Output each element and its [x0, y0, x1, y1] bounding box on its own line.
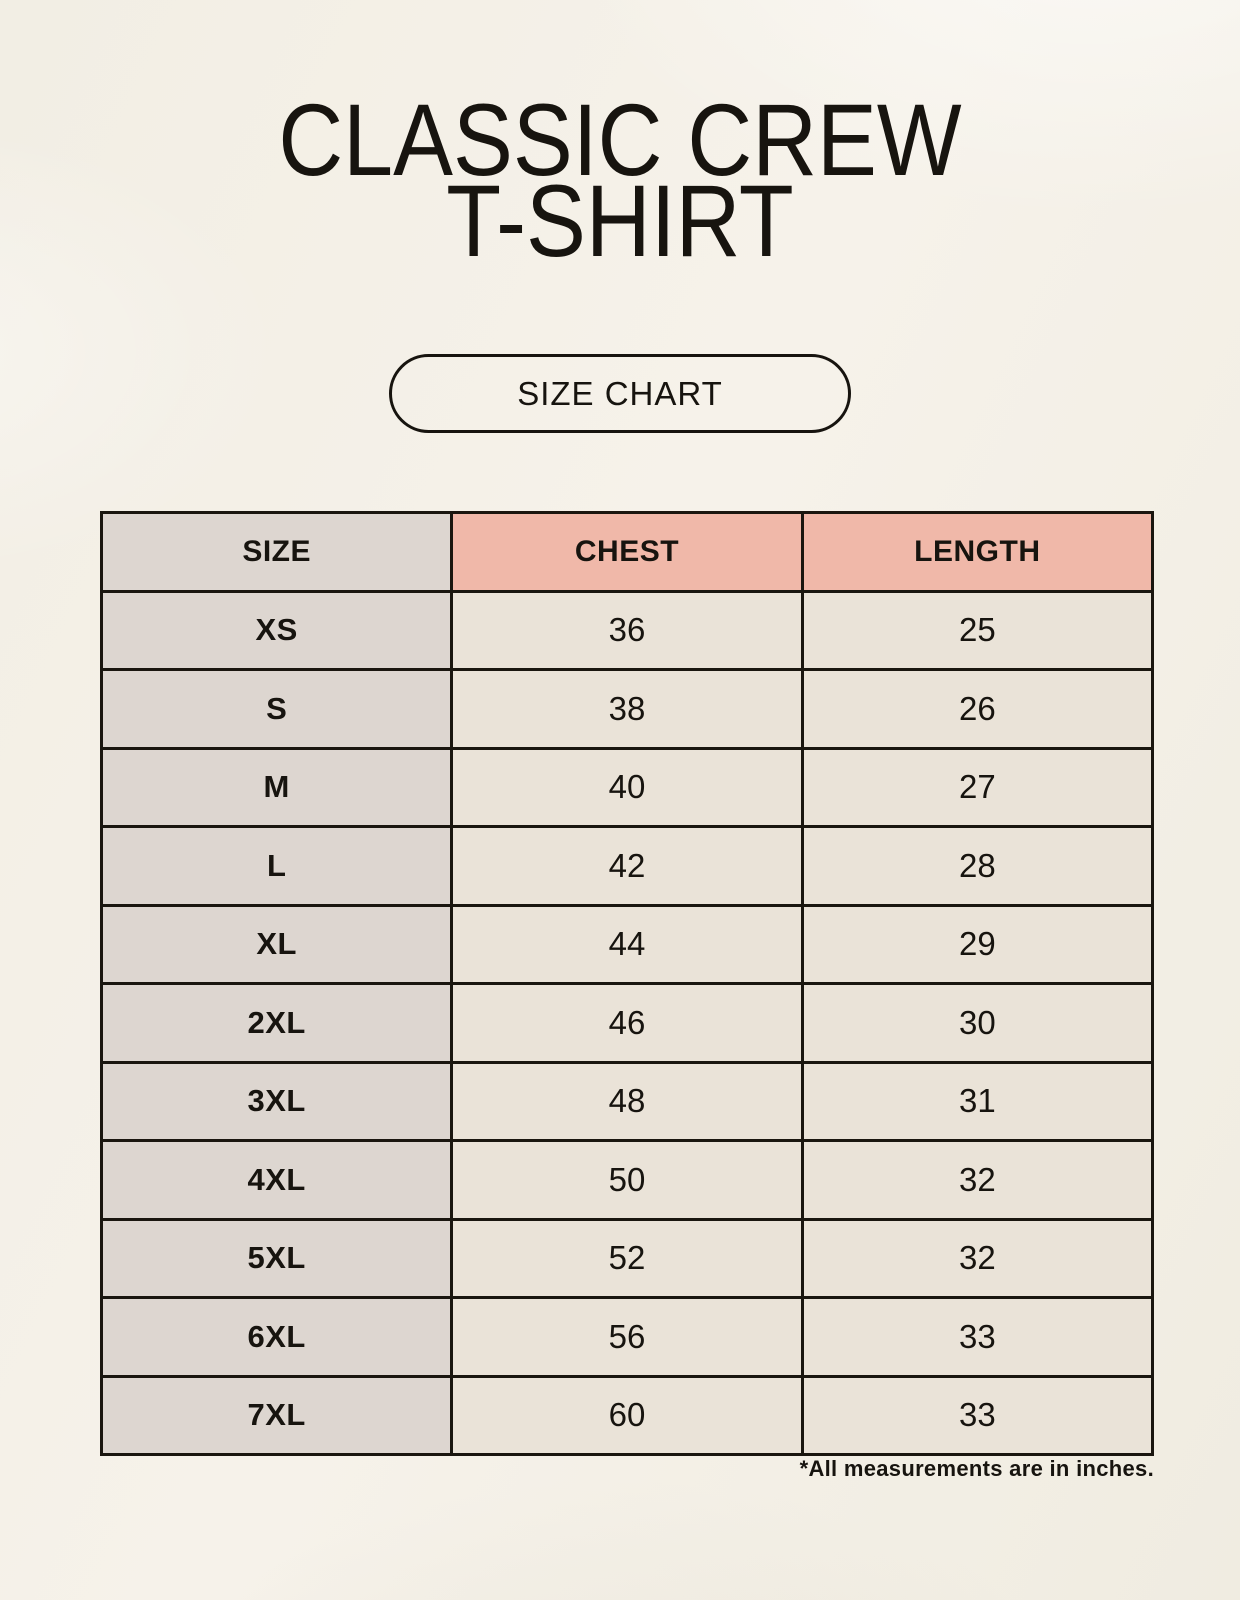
size-label: 2XL [102, 984, 452, 1063]
size-label: L [102, 827, 452, 906]
chest-value: 38 [452, 670, 802, 749]
table-row [102, 1298, 1153, 1377]
chest-value: 36 [452, 591, 802, 670]
length-value: 27 [802, 748, 1152, 827]
table-row [102, 1062, 1153, 1141]
length-value: 29 [802, 905, 1152, 984]
length-value: 33 [802, 1376, 1152, 1455]
table-row [102, 984, 1153, 1063]
chest-value: 42 [452, 827, 802, 906]
length-value: 32 [802, 1141, 1152, 1220]
table-row [102, 748, 1153, 827]
length-value: 30 [802, 984, 1152, 1063]
header-length: LENGTH [802, 513, 1152, 592]
chest-value: 46 [452, 984, 802, 1063]
table-row [102, 1219, 1153, 1298]
chest-value: 52 [452, 1219, 802, 1298]
chest-value: 56 [452, 1298, 802, 1377]
size-chart-badge[interactable] [389, 354, 851, 433]
table-row [102, 670, 1153, 749]
table-row [102, 1141, 1153, 1220]
size-label: M [102, 748, 452, 827]
chest-value: 60 [452, 1376, 802, 1455]
page-title [74, 83, 1165, 278]
table-row [102, 591, 1153, 670]
size-label: 4XL [102, 1141, 452, 1220]
table-row [102, 905, 1153, 984]
chest-value: 44 [452, 905, 802, 984]
length-value: 28 [802, 827, 1152, 906]
size-label: XS [102, 591, 452, 670]
size-label: 7XL [102, 1376, 452, 1455]
length-value: 26 [802, 670, 1152, 749]
length-value: 32 [802, 1219, 1152, 1298]
chest-value: 48 [452, 1062, 802, 1141]
page-title-line1: CLASSIC CREW [278, 83, 962, 197]
size-label: XL [102, 905, 452, 984]
header-size: SIZE [102, 513, 452, 592]
page-title-line2: T-SHIRT [446, 164, 794, 278]
chest-value: 40 [452, 748, 802, 827]
size-label: 6XL [102, 1298, 452, 1377]
length-value: 31 [802, 1062, 1152, 1141]
table-header-row [102, 513, 1153, 592]
length-value: 33 [802, 1298, 1152, 1377]
measurements-footnote: *All measurements are in inches. [799, 1456, 1154, 1481]
size-chart-table [100, 511, 1154, 1456]
table-row [102, 827, 1153, 906]
size-label: 3XL [102, 1062, 452, 1141]
size-label: 5XL [102, 1219, 452, 1298]
table-row [102, 1376, 1153, 1455]
size-label: S [102, 670, 452, 749]
chest-value: 50 [452, 1141, 802, 1220]
length-value: 25 [802, 591, 1152, 670]
header-chest: CHEST [452, 513, 802, 592]
size-chart-badge-label: SIZE CHART [517, 374, 723, 412]
